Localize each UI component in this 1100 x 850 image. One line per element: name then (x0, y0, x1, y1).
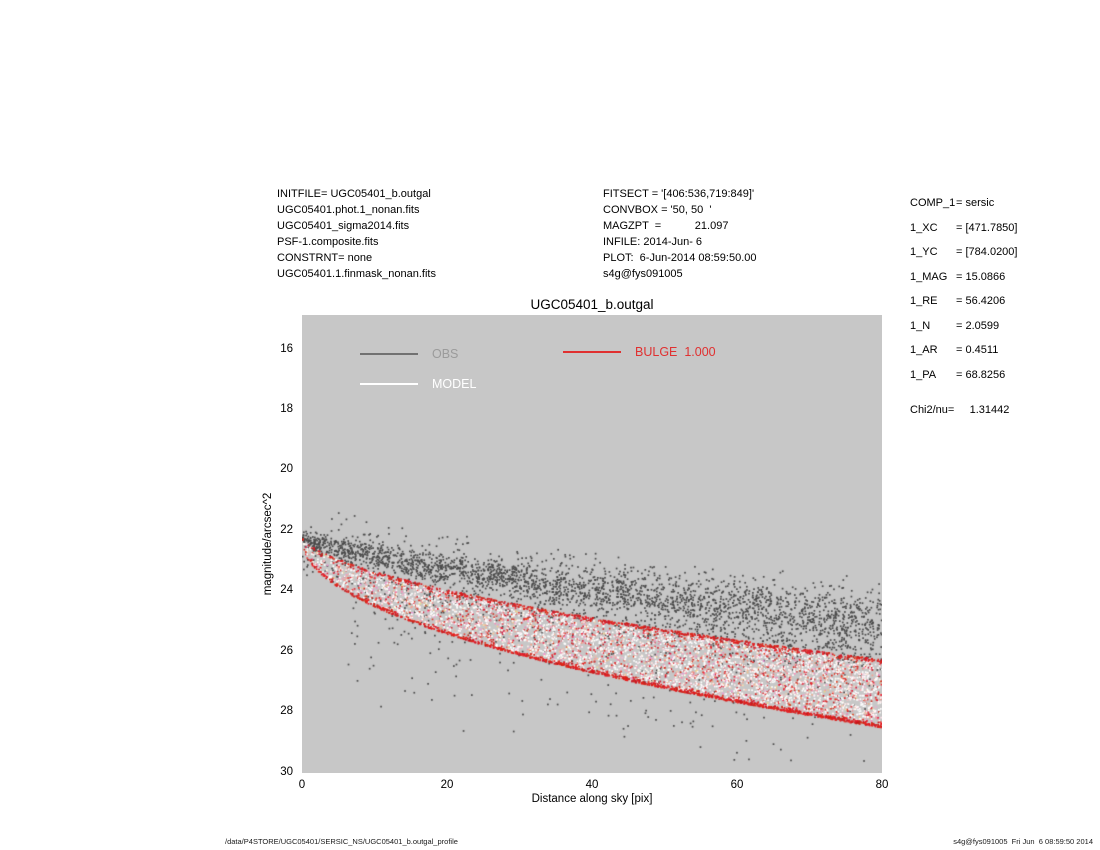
header-line: s4g@fys091005 (603, 268, 683, 280)
x-tick-label: 60 (730, 779, 744, 791)
y-tick-label: 16 (280, 342, 293, 355)
header-line: PLOT: 6-Jun-2014 08:59:50.00 (603, 252, 757, 264)
legend-model-label: MODEL (432, 377, 477, 391)
footer-user-timestamp: s4g@fys091005 Fri Jun 6 08:59:50 2014 (953, 837, 1093, 846)
legend-model-line (360, 383, 418, 385)
y-tick-label: 22 (280, 523, 293, 536)
legend-bulge-label: BULGE 1.000 (635, 345, 716, 359)
legend-obs-label: OBS (432, 347, 459, 361)
param-row: 1_MAG = 15.0866 (910, 270, 1006, 283)
header-line: PSF-1.composite.fits (277, 236, 379, 248)
sersic-params-panel (910, 191, 1017, 423)
x-tick-label: 40 (585, 779, 599, 791)
y-tick-label: 26 (280, 644, 293, 657)
legend-model (360, 377, 476, 391)
y-axis-label: magnitude/arcsec^2 (262, 492, 274, 596)
header-fit-settings-block (603, 186, 757, 282)
header-line: UGC05401.phot.1_nonan.fits (277, 204, 420, 216)
legend-obs (360, 347, 458, 361)
x-tick-label: 0 (298, 779, 306, 791)
x-axis-label: Distance along sky [pix] (531, 793, 653, 805)
header-line: INITFILE= UGC05401_b.outgal (277, 188, 431, 200)
sersic-param-rows (910, 191, 1017, 387)
plot-area (302, 315, 882, 773)
header-line: UGC05401_sigma2014.fits (277, 220, 410, 232)
x-tick-label: 20 (440, 779, 454, 791)
header-line: CONSTRNT= none (277, 252, 373, 264)
param-row: 1_XC = [471.7850] (910, 221, 1018, 234)
param-row: COMP_1= sersic (910, 197, 995, 209)
plot-title: UGC05401_b.outgal (530, 297, 654, 312)
header-line: INFILE: 2014-Jun- 6 (603, 236, 703, 248)
y-tick-label: 24 (280, 584, 293, 597)
param-row: 1_AR = 0.4511 (910, 344, 999, 356)
y-tick-label: 28 (280, 705, 293, 718)
legend-bulge-line (563, 351, 621, 353)
param-row: 1_N = 2.0599 (910, 319, 1000, 332)
header-line: CONVBOX = '50, 50 ' (603, 204, 712, 216)
legend-obs-line (360, 353, 418, 355)
param-row: 1_RE = 56.4206 (910, 295, 1006, 307)
chi2-value: Chi2/nu= 1.31442 (910, 404, 1010, 416)
header-input-files-block (277, 186, 436, 282)
header-line: FITSECT = '[406:536,719:849]' (603, 188, 755, 200)
y-tick-label: 20 (280, 463, 293, 476)
footer-file-path: /data/P4STORE/UGC05401/SERSIC_NS/UGC05401_b.outgal_profile (225, 837, 458, 846)
y-tick-label: 18 (280, 402, 293, 415)
header-line: UGC05401.1.finmask_nonan.fits (277, 268, 436, 280)
header-line: MAGZPT = 21.097 (603, 220, 729, 232)
param-row: 1_PA = 68.8256 (910, 368, 1006, 381)
x-tick-label: 80 (875, 779, 889, 791)
param-row: 1_YC = [784.0200] (910, 246, 1018, 258)
y-tick-label: 30 (280, 765, 293, 778)
legend-bulge (563, 345, 716, 359)
